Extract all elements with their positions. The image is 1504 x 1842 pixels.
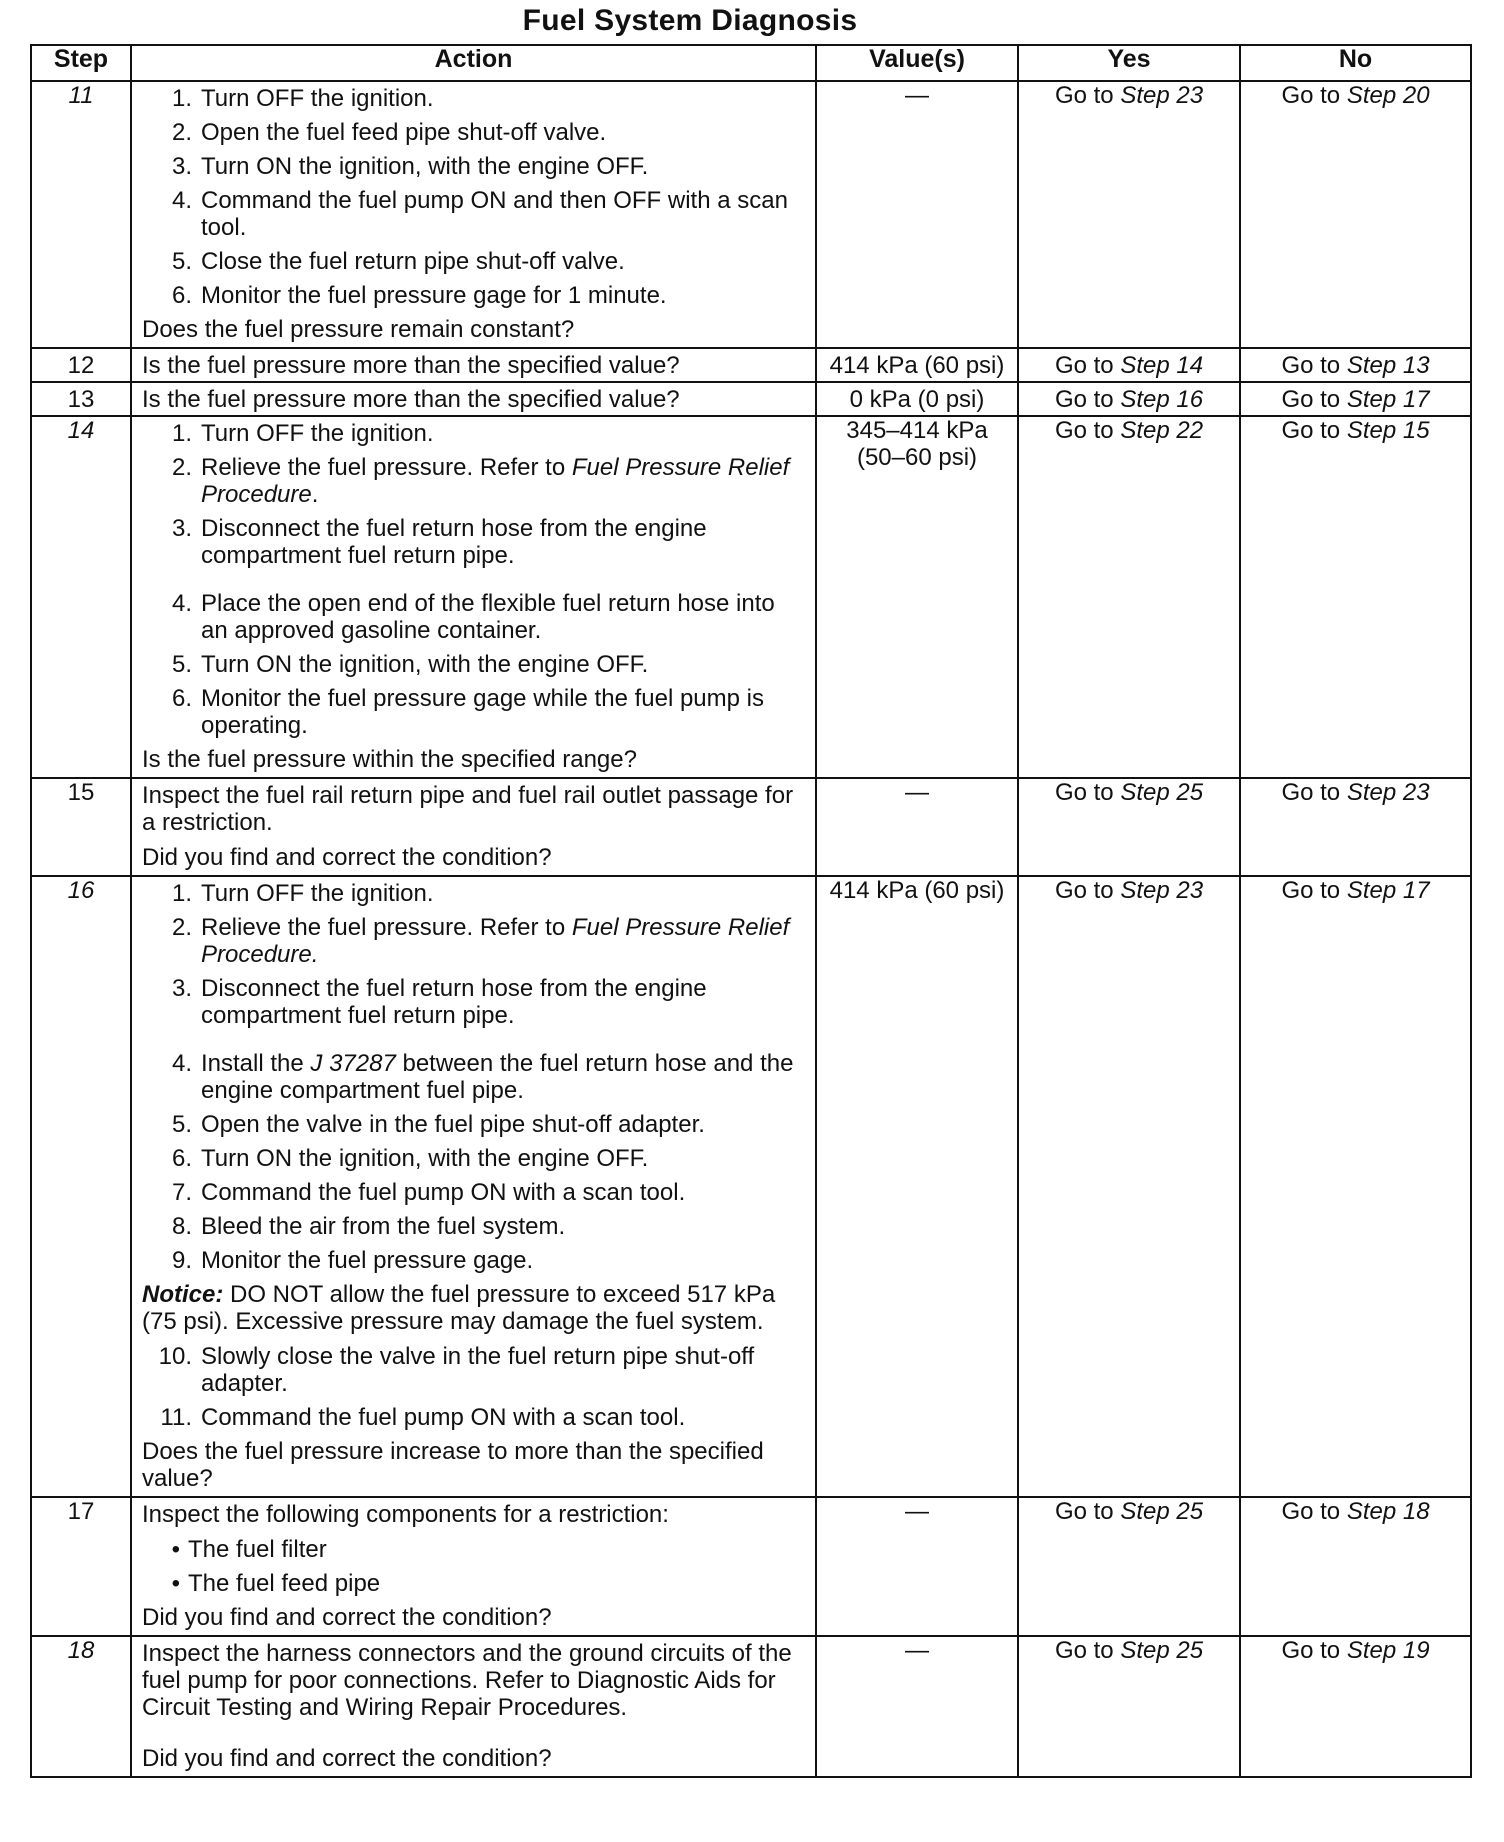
action-cell [131,778,816,876]
yes-cell: Go to Step 25 [1018,1497,1240,1636]
header-value: Value(s) [816,45,1018,81]
page-title: Fuel System Diagnosis [522,4,858,37]
table-row [31,1497,1471,1636]
yes-cell: Go to Step 23 [1018,81,1240,348]
list-item: 3. Disconnect the fuel return hose from the engine compartment fuel return pipe. [171,975,707,1029]
step-question: Did you find and correct the condition? [142,844,552,871]
yes-cell: Go to Step 25 [1018,778,1240,876]
procedure-reference: Fuel Pressure Relief Procedure. [201,914,790,968]
list-item: 1. Turn OFF the ignition. [171,85,434,112]
yes-cell: Go to Step 22 [1018,416,1240,778]
step-number: 14 [31,416,131,778]
diagnosis-table [30,44,1472,1778]
table-row [31,81,1471,348]
step-number: 18 [31,1636,131,1777]
value-cell: — [816,778,1018,876]
list-item: 1. Turn OFF the ignition. [171,880,434,907]
no-cell: Go to Step 18 [1240,1497,1471,1636]
step-number: 13 [31,382,131,416]
no-cell: Go to Step 20 [1240,81,1471,348]
step-question: Does the fuel pressure remain constant? [142,316,575,343]
yes-cell: Go to Step 25 [1018,1636,1240,1777]
procedure-reference: Fuel Pressure Relief Procedure [201,454,790,508]
list-item: 9. Monitor the fuel pressure gage. [171,1247,534,1274]
table-header-row [31,45,1471,81]
header-action: Action [131,45,816,81]
list-item: 2. Relieve the fuel pressure. Refer to Fuel Pressure Relief Procedure. [171,454,790,508]
list-item: 4. Install the J 37287 between the fuel return hose and the engine compartment fuel pipe. [171,1050,794,1104]
bullet-item: • The fuel feed pipe [171,1570,381,1597]
value-cell: 0 kPa (0 psi) [816,382,1018,416]
notice-label: Notice: [142,1281,224,1308]
step-question: Is the fuel pressure within the specified range? [142,746,637,773]
no-cell: Go to Step 13 [1240,348,1471,382]
action-cell [131,876,816,1497]
step-instruction: Inspect the following components for a restriction: [142,1501,669,1528]
step-number: 12 [31,348,131,382]
list-item: 5. Close the fuel return pipe shut-off valve. [171,248,625,275]
no-cell: Go to Step 15 [1240,416,1471,778]
action-cell [131,1497,816,1636]
list-item: 1. Turn OFF the ignition. [171,420,434,447]
table-row [31,416,1471,778]
value-cell: — [816,1497,1018,1636]
list-item: 11. Command the fuel pump ON with a scan tool. [160,1404,686,1431]
value-cell: 414 kPa (60 psi) [816,348,1018,382]
table-row [31,876,1471,1497]
list-item: 2. Relieve the fuel pressure. Refer to Fuel Pressure Relief Procedure. [171,914,790,968]
action-cell [131,416,816,778]
step-number: 17 [31,1497,131,1636]
table-row [31,778,1471,876]
list-item: 4. Command the fuel pump ON and then OFF with a scan tool. [171,187,788,241]
value-cell: 414 kPa (60 psi) [816,876,1018,1497]
list-item: 6. Turn ON the ignition, with the engine OFF. [171,1145,649,1172]
no-cell: Go to Step 23 [1240,778,1471,876]
yes-cell: Go to Step 16 [1018,382,1240,416]
action-cell [131,1636,816,1777]
list-item: 10. Slowly close the valve in the fuel return pipe shut-off adapter. [158,1343,755,1397]
value-cell: 345–414 kPa (50–60 psi) [816,416,1018,778]
header-yes: Yes [1018,45,1240,81]
step-number: 16 [31,876,131,1497]
header-step: Step [31,45,131,81]
step-number: 15 [31,778,131,876]
list-item: 7. Command the fuel pump ON with a scan tool. [171,1179,686,1206]
value-cell: — [816,81,1018,348]
list-item: 5. Turn ON the ignition, with the engine OFF. [171,651,649,678]
step-instruction: Inspect the fuel rail return pipe and fuel rail outlet passage for a restriction. [142,782,794,836]
table-row [31,348,1471,382]
step-question: Did you find and correct the condition? [142,1745,552,1772]
notice [142,1281,807,1335]
step-question: Is the fuel pressure more than the specified value? [131,382,816,416]
step-question: Is the fuel pressure more than the specified value? [131,348,816,382]
step-question: Does the fuel pressure increase to more than the specified value? [142,1438,764,1492]
notice-text: DO NOT allow the fuel pressure to exceed 517 kPa (75 psi). Excessive pressure may damage the fuel system. [142,1281,776,1335]
header-no: No [1240,45,1471,81]
list-item: 5. Open the valve in the fuel pipe shut-off adapter. [171,1111,705,1138]
list-item: 6. Monitor the fuel pressure gage while the fuel pump is operating. [171,685,764,739]
yes-cell: Go to Step 14 [1018,348,1240,382]
action-cell [131,81,816,348]
step-question: Did you find and correct the condition? [142,1604,552,1631]
list-item: 4. Place the open end of the flexible fuel return hose into an approved gasoline container. [171,590,775,644]
list-item: 2. Open the fuel feed pipe shut-off valve. [171,119,607,146]
yes-cell: Go to Step 23 [1018,876,1240,1497]
no-cell: Go to Step 19 [1240,1636,1471,1777]
list-item: 3. Disconnect the fuel return hose from the engine compartment fuel return pipe. [171,515,707,569]
no-cell: Go to Step 17 [1240,876,1471,1497]
value-cell: — [816,1636,1018,1777]
no-cell: Go to Step 17 [1240,382,1471,416]
step-instruction: Inspect the harness connectors and the ground circuits of the fuel pump for poor connections. Refer to Diagnostic Aids for Circuit Testing and Wiring Repair Procedures. [142,1640,792,1721]
list-item: 8. Bleed the air from the fuel system. [171,1213,566,1240]
tool-reference: J 37287 [310,1050,396,1077]
step-number: 11 [31,81,131,348]
table-row [31,382,1471,416]
table-row [31,1636,1471,1777]
list-item: 3. Turn ON the ignition, with the engine OFF. [171,153,649,180]
bullet-item: • The fuel filter [171,1536,327,1563]
list-item: 6. Monitor the fuel pressure gage for 1 minute. [171,282,667,309]
